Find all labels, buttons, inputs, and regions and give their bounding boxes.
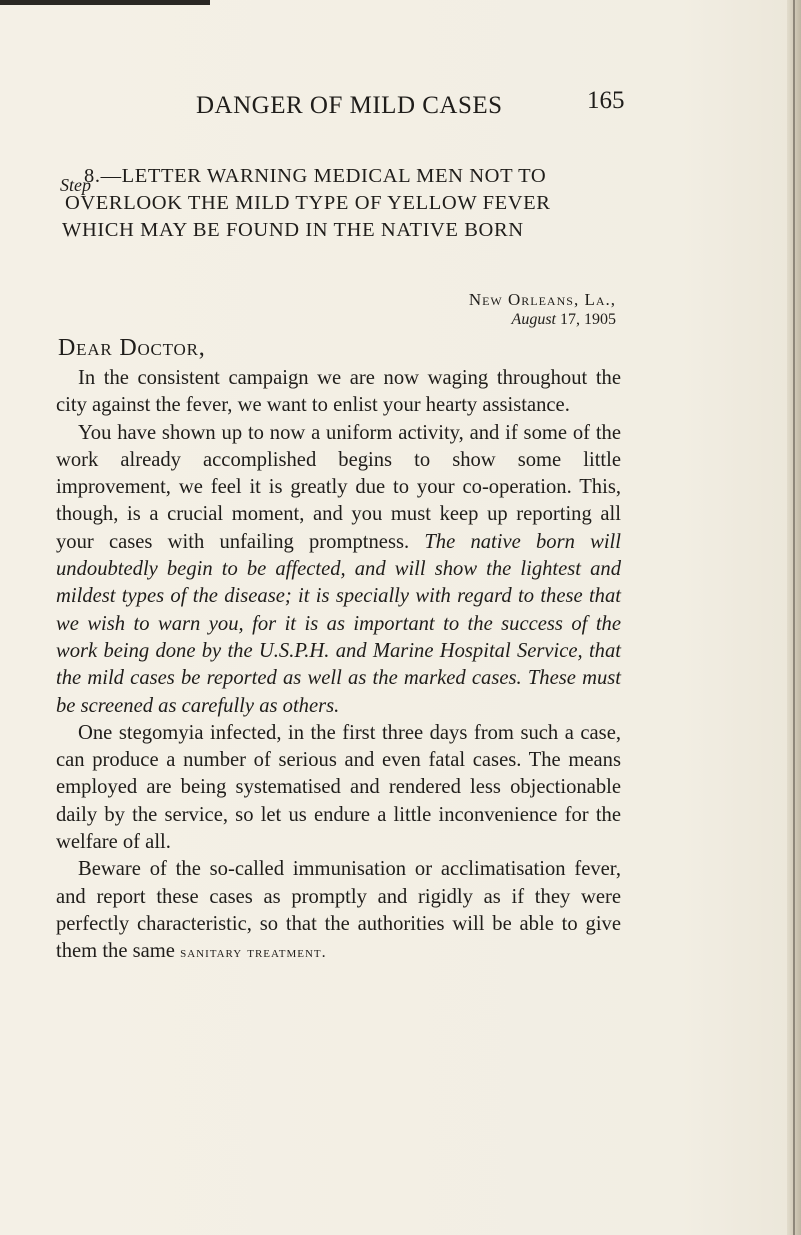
heading-line-2: OVERLOOK THE MILD TYPE OF YELLOW FEVER: [65, 192, 551, 214]
letter-body: [56, 365, 621, 967]
page-edge-line: [793, 0, 795, 1235]
paragraph-4-closing: sanitary treatment.: [180, 944, 327, 962]
paragraph-2: [56, 420, 621, 720]
step-label: Step: [60, 175, 91, 195]
heading-line-3: WHICH MAY BE FOUND IN THE NATIVE BORN: [62, 219, 524, 241]
date-month: August: [511, 311, 556, 328]
top-border-rule: [0, 0, 210, 5]
paragraph-3: One stegomyia infected, in the first three days from such a case, can produce a number of serious and even fatal cases. The means employed are being systematised and rendered less objectionable daily by the service, so let us endure a little inconvenience for the welfare of all.: [56, 721, 621, 854]
paragraph-1: In the consistent campaign we are now waging throughout the city against the fever, we want to enlist your hearty assistance.: [56, 367, 621, 417]
heading-line-1: 8.—LETTER WARNING MEDICAL MEN NOT TO: [84, 165, 547, 187]
date-line: [0, 310, 616, 330]
dateline: [0, 290, 616, 330]
paragraph-4: [56, 856, 621, 966]
place-line: New Orleans, La.,: [468, 290, 616, 309]
letter-heading: [62, 163, 662, 244]
paragraph-2-plain: You have shown up to now a uniform activity, and if some of the work already accomplished begins to show some little improvement, we feel it is greatly due to your co-operation. This, though, is a crucial moment, and you must keep up reporting all your cases with unfailing promptness.: [56, 421, 621, 553]
date-rest: 17, 1905: [556, 311, 616, 328]
salutation: Dear Doctor,: [58, 335, 206, 361]
paragraph-4-text: Beware of the so-called immunisation or acclimatisation fever, and report these cases as promptly and rigidly as if they were perfectly characteristic, so that the authorities will be able to give them the same: [56, 858, 621, 963]
page-number: 165: [587, 87, 625, 114]
running-head: DANGER OF MILD CASES: [196, 92, 503, 119]
paragraph-2-italic: The native born will undoubtedly begin to be affected, and will show the lightest and mildest types of the disease; it is specially with regard to these that we wish to warn you, for it is as important to the success of the work being done by the U.S.P.H. and Marine Hospital Service, that the mild cases be reported as well as the marked cases. These must be screened as carefully as others.: [56, 530, 621, 717]
